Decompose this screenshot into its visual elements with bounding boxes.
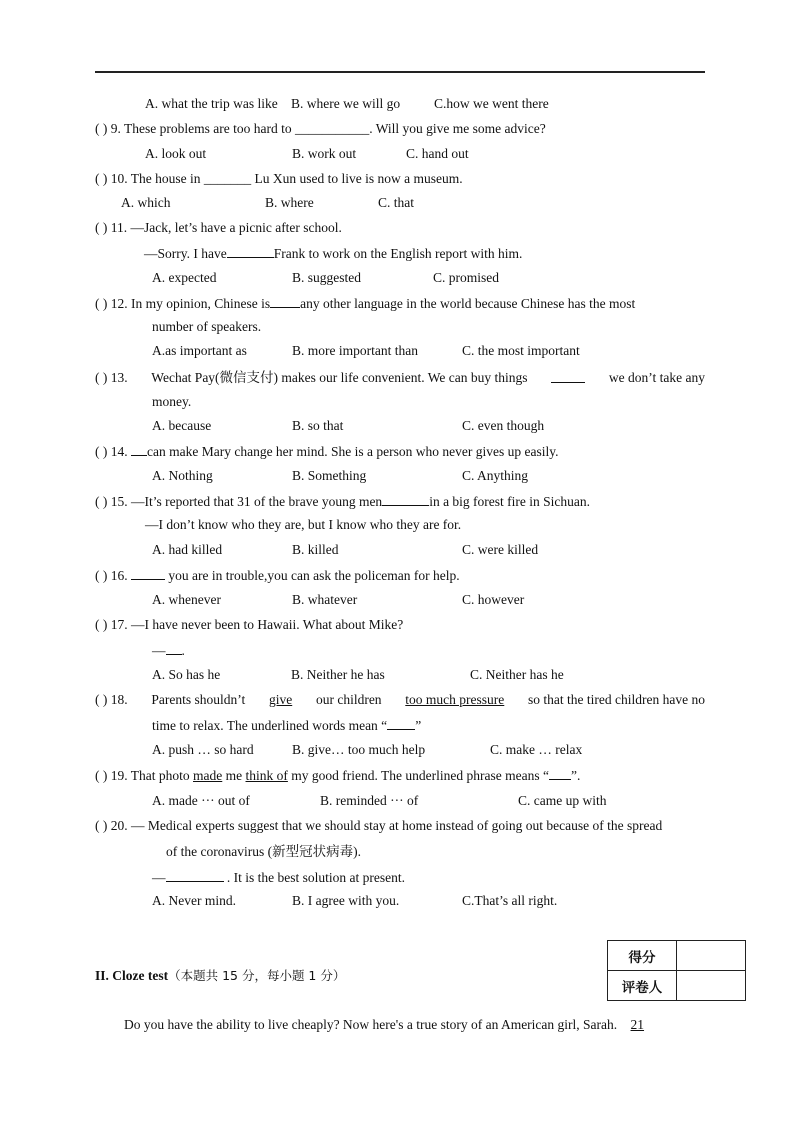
q10-option-b: B. where [265,195,314,210]
q20-line-3-post: . It is the best solution at present. [226,870,405,885]
q14-option-c: C. Anything [462,468,529,483]
q14-option-b: B. Something [292,468,367,483]
question-15 [95,493,590,510]
q17-dash: — [152,643,166,658]
q20-line-2: of the coronavirus (新型冠状病毒). [166,844,361,859]
q18-underlined-2: too much pressure [405,692,505,707]
q11-option-b: B. suggested [292,270,361,285]
q11-line-2-pre: —Sorry. I have [144,246,227,261]
grader-label: 评卷人 [608,971,677,1001]
q11-line-1: —Jack, let’s have a picnic after school. [130,220,342,235]
q20-blank [166,869,224,882]
q11-blank [227,245,274,258]
q12-option-a: A.as important as [152,343,247,358]
q17-line-1: —I have never been to Hawaii. What about Mike? [131,617,404,632]
q13-line-2: money. [152,394,192,409]
q9-text-pre: These problems are too hard to [124,121,292,136]
q14-text-post: can make Mary change her mind. She is a person who never gives up easily. [147,444,559,459]
q18-line-2-text: time to relax. The underlined words mean “ [152,718,388,733]
q19-option-a: A. made ··· out of [152,793,250,808]
q19-text-2: me [225,768,243,783]
q18-number: ( ) 18. [95,692,128,707]
section-heading [95,966,345,984]
q12-text-post: any other language in the world because Chinese has the most [300,296,636,311]
q18-text-3: so that the tired children have no [528,692,705,707]
q17-option-a: A. So has he [152,667,221,682]
q18-blank [387,717,415,730]
q12-text-pre: In my opinion, Chinese is [131,296,271,311]
question-14 [95,443,559,460]
q11-line-2-post: Frank to work on the English report with him. [273,246,523,261]
q16-option-c: C. however [462,592,525,607]
passage-line-1 [124,1017,654,1033]
q20-option-b: B. I agree with you. [292,893,400,908]
header-rule [95,71,705,73]
q13-text-post: we don’t take any [608,370,705,385]
q17-option-b: B. Neither he has [291,667,385,682]
q18-option-a: A. push … so hard [152,742,254,757]
q17-line-2: — . [152,643,185,658]
question-9 [95,121,546,137]
q11-option-a: A. expected [152,270,217,285]
q11-option-c: C. promised [433,270,499,285]
q15-option-a: A. had killed [152,542,223,557]
question-18 [95,692,705,708]
question-12 [95,295,635,312]
q10-text-post: Lu Xun used to live is now a museum. [254,171,463,186]
q16-blank [131,567,165,580]
q19-underlined-2: think of [245,768,288,783]
q19-option-b: B. reminded ··· of [320,793,419,808]
q13-number: ( ) 13. [95,370,128,385]
q11-number: ( ) 11. [95,220,128,235]
q8-option-c: C.how we went there [434,96,549,111]
q13-option-a: A. because [152,418,212,433]
q20-option-c: C.That’s all right. [462,893,558,908]
q14-blank [131,443,147,456]
q16-option-a: A. whenever [152,592,221,607]
q8-option-b: B. where we will go [291,96,401,111]
q9-option-b: B. work out [292,146,357,161]
q9-option-a: A. look out [145,146,207,161]
q9-blank: ___________ [294,121,370,136]
q15-option-b: B. killed [292,542,339,557]
q15-text-post: in a big forest fire in Sichuan. [429,494,591,509]
q13-option-c: C. even though [462,418,545,433]
question-19: ( ) 19. That photo made me think of my good friend. The underlined phrase means “ ”. [95,768,581,783]
q19-option-c: C. came up with [518,793,607,808]
q18-text-1: Parents shouldn’t [151,692,246,707]
q11-line-2 [144,245,522,262]
q15-option-c: C. were killed [462,542,539,557]
q18-line-2: time to relax. The underlined words mean “ ” [152,718,422,733]
q13-text-pre: Wechat Pay(微信支付) makes our life convenient. We can buy things [151,370,528,385]
q13-option-b: B. so that [292,418,344,433]
question-13 [95,370,705,386]
passage-text: Do you have the ability to live cheaply? Now here's a true story of an American girl, Sarah. [124,1017,618,1032]
q20-line-1: — Medical experts suggest that we should stay at home instead of going out because of the spread [131,818,663,833]
q19-underlined-1: made [193,768,223,783]
q16-number: ( ) 16. [95,568,128,583]
q20-line-3 [152,869,405,886]
question-11 [95,220,342,236]
q15-number: ( ) 15. [95,494,128,509]
q16-option-b: B. whatever [292,592,358,607]
q19-number: ( ) 19. [95,768,128,783]
q20-line-3-dash: — [152,870,166,885]
q18-option-c: C. make … relax [490,742,583,757]
q13-blank [551,370,585,383]
q9-text-post: . Will you give me some advice? [369,121,546,136]
question-20 [95,818,662,834]
q19-text-3: my good friend. The underlined phrase means “ [291,768,549,783]
score-box [607,940,746,1001]
q10-text-pre: The house in [130,171,201,186]
q9-number: ( ) 9. [95,121,121,136]
q8-option-a: A. what the trip was like [145,96,278,111]
q12-option-b: B. more important than [292,343,418,358]
q10-number: ( ) 10. [95,171,128,186]
section-title: II. Cloze test [95,968,169,983]
q12-option-c: C. the most important [462,343,580,358]
q19-text-1: That photo [130,768,190,783]
q14-number: ( ) 14. [95,444,128,459]
q14-option-a: A. Nothing [152,468,213,483]
q18-text-2: our children [315,692,382,707]
grader-value-cell [677,971,746,1001]
question-10 [95,171,463,187]
q16-text-post: you are in trouble,you can ask the policeman for help. [168,568,460,583]
q15-blank [382,493,429,506]
q12-number: ( ) 12. [95,296,128,311]
q17-option-c: C. Neither has he [470,667,564,682]
q20-number: ( ) 20. [95,818,128,833]
q15-line-2: —I don’t know who they are, but I know who they are for. [145,517,462,532]
q15-text-pre: —It’s reported that 31 of the brave young men [131,494,383,509]
q18-option-b: B. give… too much help [292,742,426,757]
q20-option-a: A. Never mind. [152,893,236,908]
q12-blank [270,295,300,308]
q12-line-2: number of speakers. [152,319,262,334]
q10-option-c: C. that [378,195,414,210]
q17-blank [166,642,182,655]
question-16 [95,567,460,584]
q10-option-a: A. which [121,195,171,210]
score-value-cell [677,941,746,971]
passage-blank-21: 21 [630,1017,645,1032]
q10-blank: _______ [203,171,252,186]
section-note: （本题共 15 分，每小题 1 分） [168,968,346,983]
q19-blank [549,767,571,780]
question-17 [95,617,403,633]
q18-underlined-1: give [268,692,293,707]
q17-number: ( ) 17. [95,617,128,632]
score-label: 得分 [608,941,677,971]
q9-option-c: C. hand out [406,146,469,161]
